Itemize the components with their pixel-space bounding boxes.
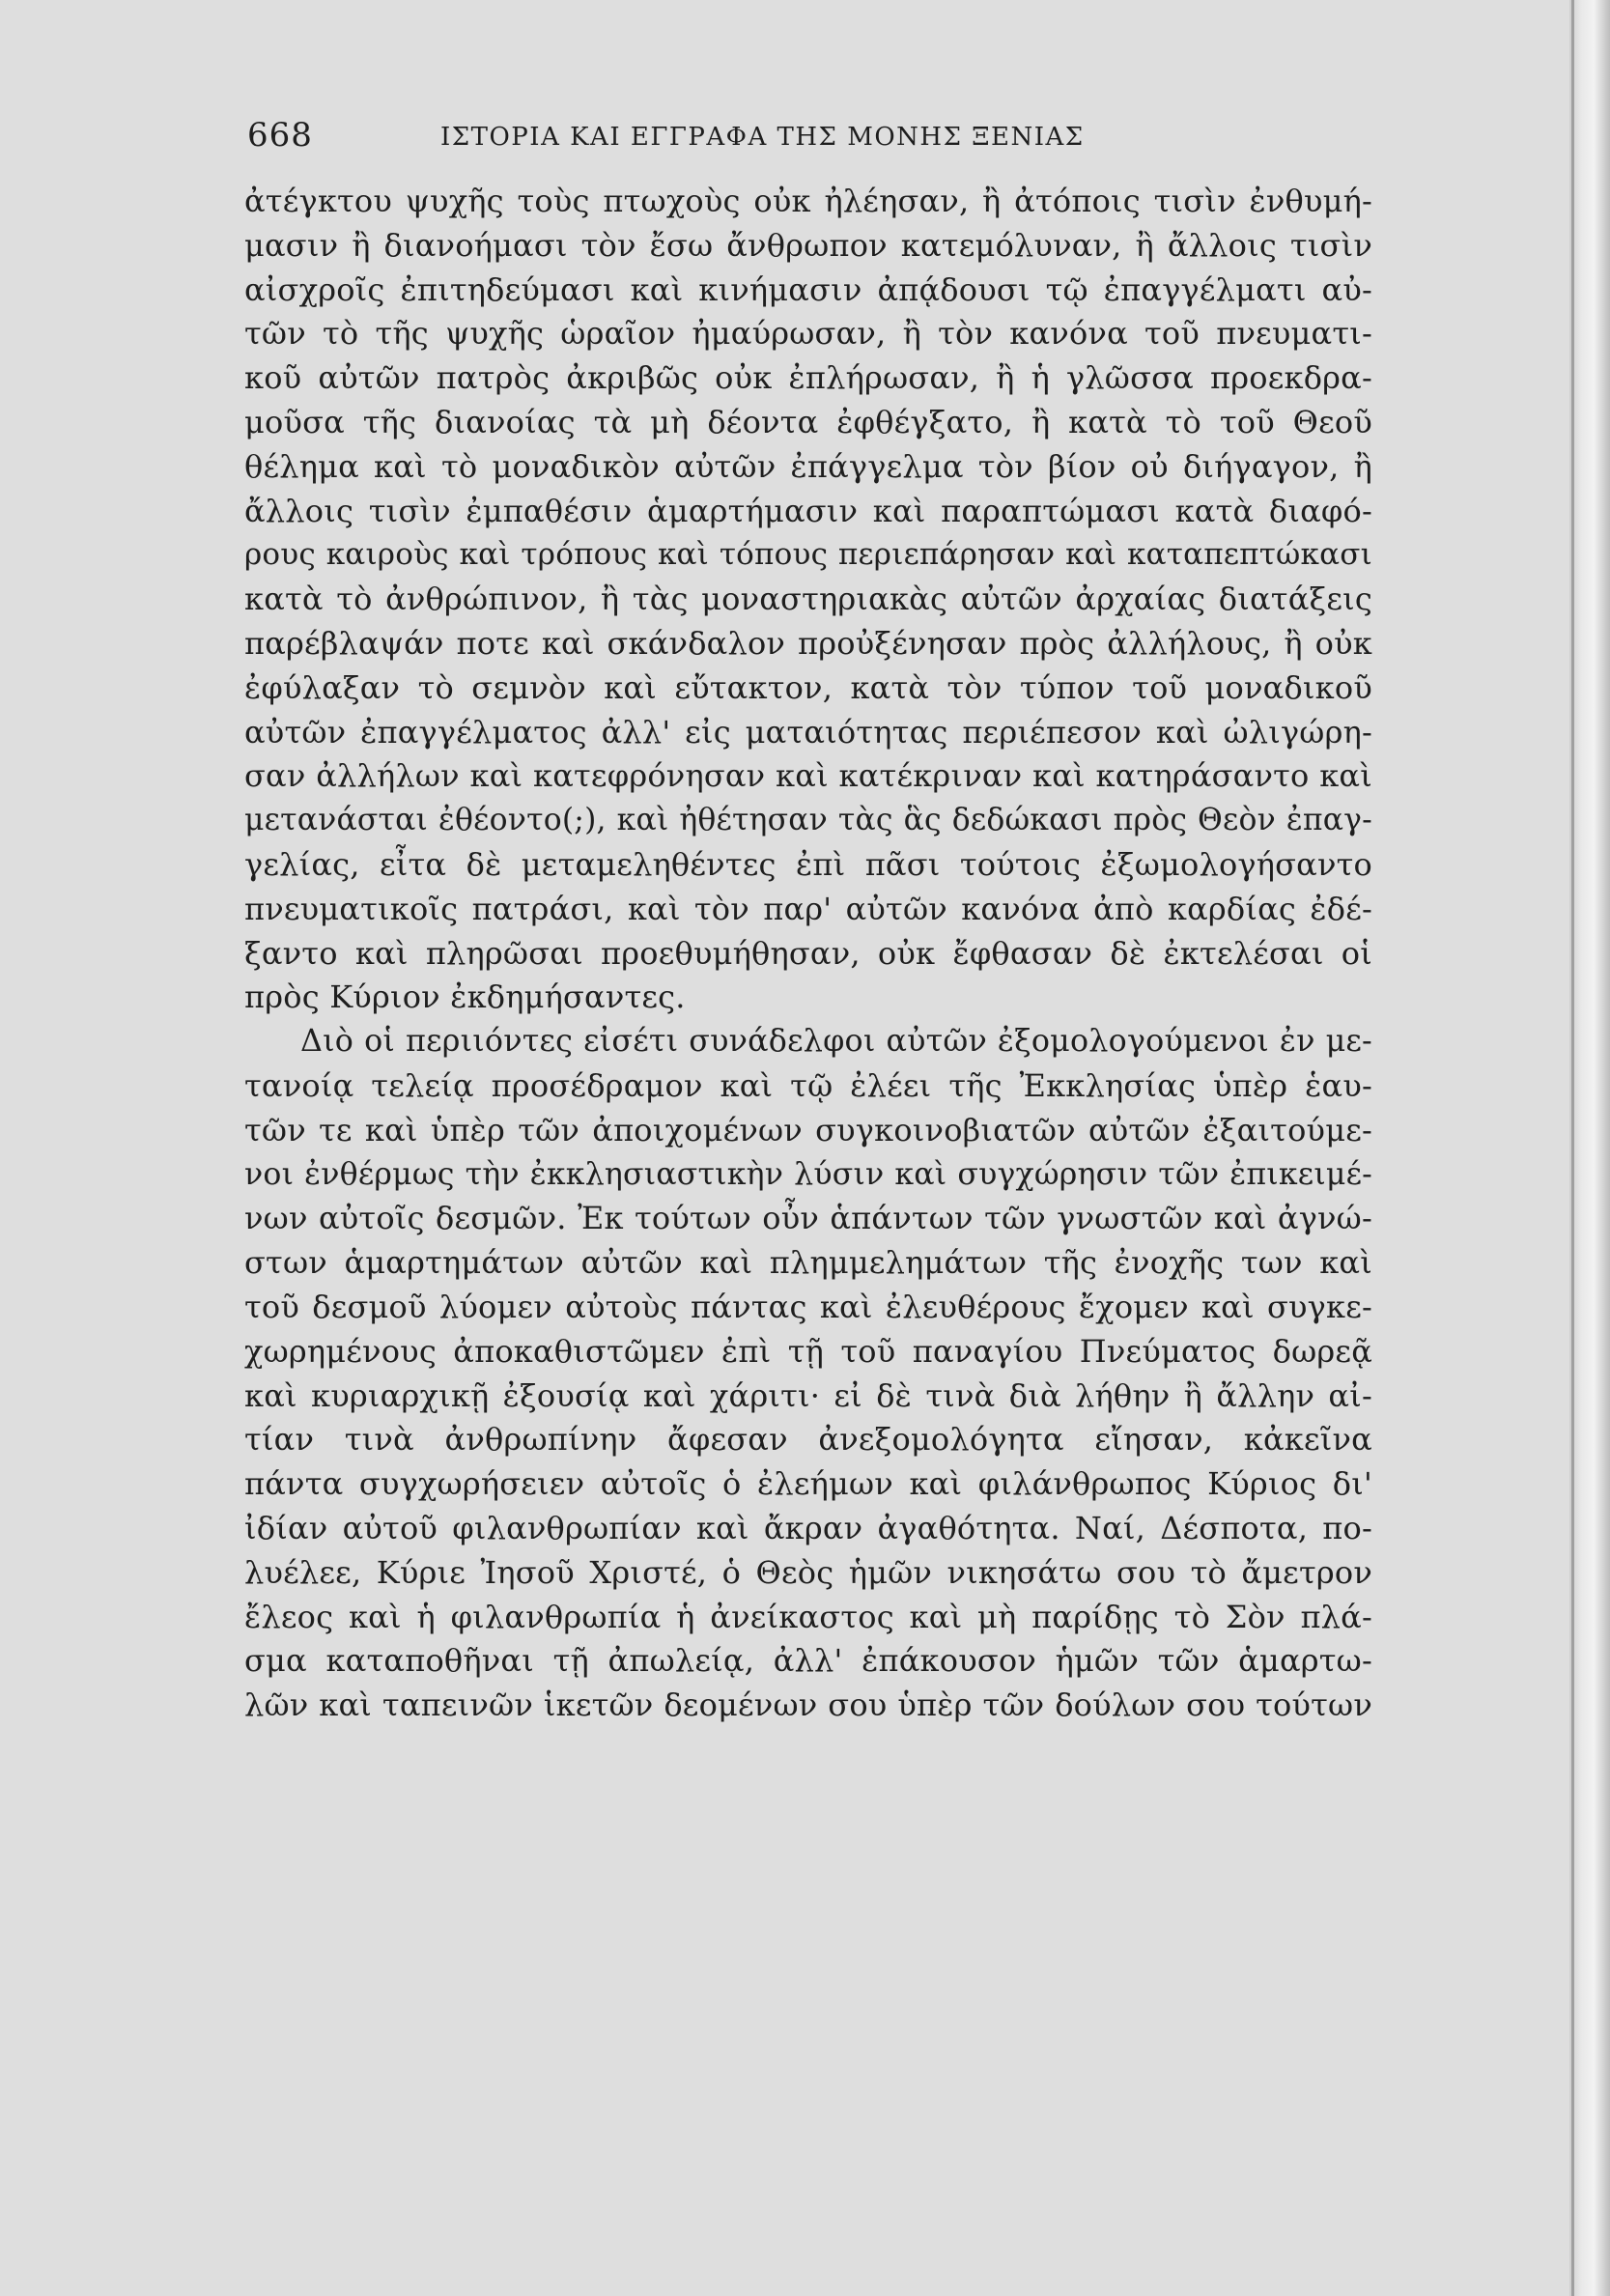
text-line: τοῦ δεσμοῦ λύομεν αὐτοὺς πάντας καὶ ἐλευθέρους ἔχομεν καὶ συγκε- xyxy=(244,1288,1372,1325)
text-line: σαν ἀλλήλων καὶ κατεφρόνησαν καὶ κατέκριναν καὶ κατηράσαντο καὶ xyxy=(244,757,1372,795)
text-line: κατὰ τὸ ἀνθρώπινον, ἢ τὰς μοναστηριακὰς αὐτῶν ἀρχαίας διατάξεις xyxy=(244,581,1372,618)
text-line: καὶ κυριαρχικῇ ἐξουσίᾳ καὶ χάριτι· εἰ δὲ τινὰ διὰ λήθην ἢ ἄλλην αἰ- xyxy=(244,1376,1372,1414)
text-line: πρὸς Κύριον ἐκδημήσαντες. xyxy=(244,978,686,1016)
text-line: ἐφύλαξαν τὸ σεμνὸν καὶ εὔτακτον, κατὰ τὸν τύπον τοῦ μοναδικοῦ xyxy=(244,668,1372,706)
body-text xyxy=(244,180,1372,1728)
page-number: 668 xyxy=(247,116,313,155)
text-line: μασιν ἢ διανοήμασι τὸν ἔσω ἄνθρωπον κατεμόλυναν, ἢ ἄλλοις τισὶν xyxy=(244,226,1372,264)
running-title: ΙΣΤΟΡΙΑ ΚΑΙ ΕΓΓΡΑΦΑ ΤΗΣ ΜΟΝΗΣ ΞΕΝΙΑΣ xyxy=(440,123,1085,152)
text-line: στων ἁμαρτημάτων αὐτῶν καὶ πλημμελημάτων τῆς ἐνοχῆς των καὶ xyxy=(244,1244,1372,1282)
text-line: θέλημα καὶ τὸ μοναδικὸν αὐτῶν ἐπάγγελμα τὸν βίον οὐ διήγαγον, ἢ xyxy=(244,447,1372,485)
text-line: μοῦσα τῆς διανοίας τὰ μὴ δέοντα ἐφθέγξατο, ἢ κατὰ τὸ τοῦ Θεοῦ xyxy=(244,403,1372,440)
text-line: ρους καιροὺς καὶ τρόπους καὶ τόπους περιεπάρησαν καὶ καταπεπτώκασι xyxy=(244,537,1372,573)
text-line: ξαντο καὶ πληρῶσαι προεθυμήθησαν, οὐκ ἔφθασαν δὲ ἐκτελέσαι οἱ xyxy=(244,934,1372,972)
text-line: αἰσχροῖς ἐπιτηδεύμασι καὶ κινήμασιν ἀπᾴδουσι τῷ ἐπαγγέλματι αὐ- xyxy=(244,270,1372,308)
text-line: αὐτῶν ἐπαγγέλματος ἀλλ' εἰς ματαιότητας περιέπεσον καὶ ὠλιγώρη- xyxy=(244,713,1372,751)
text-line: γελίας, εἶτα δὲ μεταμεληθέντες ἐπὶ πᾶσι τούτοις ἐξωμολογήσαντο xyxy=(244,845,1372,883)
text-line: λυέλεε, Κύριε Ἰησοῦ Χριστέ, ὁ Θεὸς ἡμῶν νικησάτω σου τὸ ἄμετρον xyxy=(244,1553,1372,1591)
text-line: πάντα συγχωρήσειεν αὐτοῖς ὁ ἐλεήμων καὶ φιλάνθρωπος Κύριος δι' xyxy=(244,1465,1372,1503)
text-line: πνευματικοῖς πατράσι, καὶ τὸν παρ' αὐτῶν κανόνα ἀπὸ καρδίας ἐδέ- xyxy=(244,890,1372,927)
page-header xyxy=(247,114,1368,156)
paragraph-start-line: Διὸ οἱ περιιόντες εἰσέτι συνάδελφοι αὐτῶν ἐξομολογούμενοι ἐν με- xyxy=(300,1024,1372,1060)
text-line: ἀτέγκτου ψυχῆς τοὺς πτωχοὺς οὐκ ἠλέησαν, ἢ ἀτόποις τισὶν ἐνθυμή- xyxy=(244,183,1372,219)
text-line: τίαν τινὰ ἀνθρωπίνην ἄφεσαν ἀνεξομολόγητα εἴησαν, κἀκεῖνα xyxy=(244,1421,1372,1459)
text-line: παρέβλαψάν ποτε καὶ σκάνδαλον προὐξένησαν πρὸς ἀλλήλους, ἢ οὐκ xyxy=(244,624,1372,662)
text-line: νων αὐτοῖς δεσμῶν. Ἐκ τούτων οὖν ἁπάντων τῶν γνωστῶν καὶ ἀγνώ- xyxy=(244,1200,1372,1237)
text-line: τῶν τὸ τῆς ψυχῆς ὡραῖον ἠμαύρωσαν, ἢ τὸν κανόνα τοῦ πνευματι- xyxy=(244,315,1372,353)
text-line: ἰδίαν αὐτοῦ φιλανθρωπίαν καὶ ἄκραν ἀγαθότητα. Ναί, Δέσποτα, πο- xyxy=(244,1509,1372,1546)
text-line: τανοίᾳ τελείᾳ προσέδραμον καὶ τῷ ἐλέει τῆς Ἐκκλησίας ὑπὲρ ἑαυ- xyxy=(244,1066,1372,1104)
text-line: τῶν τε καὶ ὑπὲρ τῶν ἀποιχομένων συγκοινοβιατῶν αὐτῶν ἐξαιτούμε- xyxy=(244,1111,1372,1148)
text-line: ἔλεος καὶ ἡ φιλανθρωπία ἡ ἀνείκαστος καὶ μὴ παρίδῃς τὸ Σὸν πλά- xyxy=(244,1598,1372,1635)
text-line: νοι ἐνθέρμως τὴν ἐκκλησιαστικὴν λύσιν καὶ συγχώρησιν τῶν ἐπικειμέ- xyxy=(244,1156,1372,1192)
text-line: ἄλλοις τισὶν ἐμπαθέσιν ἁμαρτήμασιν καὶ παραπτώμασι κατὰ διαφό- xyxy=(244,492,1372,529)
book-binding-edge xyxy=(1569,0,1610,2296)
text-line: λῶν καὶ ταπεινῶν ἱκετῶν δεομένων σου ὑπὲρ τῶν δούλων σου τούτων xyxy=(244,1687,1372,1724)
text-line: κοῦ αὐτῶν πατρὸς ἀκριβῶς οὐκ ἐπλήρωσαν, ἢ ἡ γλῶσσα προεκδρα- xyxy=(244,359,1372,397)
text-line: σμα καταποθῆναι τῇ ἀπωλείᾳ, ἀλλ' ἐπάκουσον ἡμῶν τῶν ἁμαρτω- xyxy=(244,1642,1372,1680)
text-line: μετανάσται ἐθέοντο(;), καὶ ἠθέτησαν τὰς ἃς δεδώκασι πρὸς Θεὸν ἐπαγ- xyxy=(244,803,1372,838)
text-line: χωρημένους ἀποκαθιστῶμεν ἐπὶ τῇ τοῦ παναγίου Πνεύματος δωρεᾷ xyxy=(244,1332,1372,1370)
